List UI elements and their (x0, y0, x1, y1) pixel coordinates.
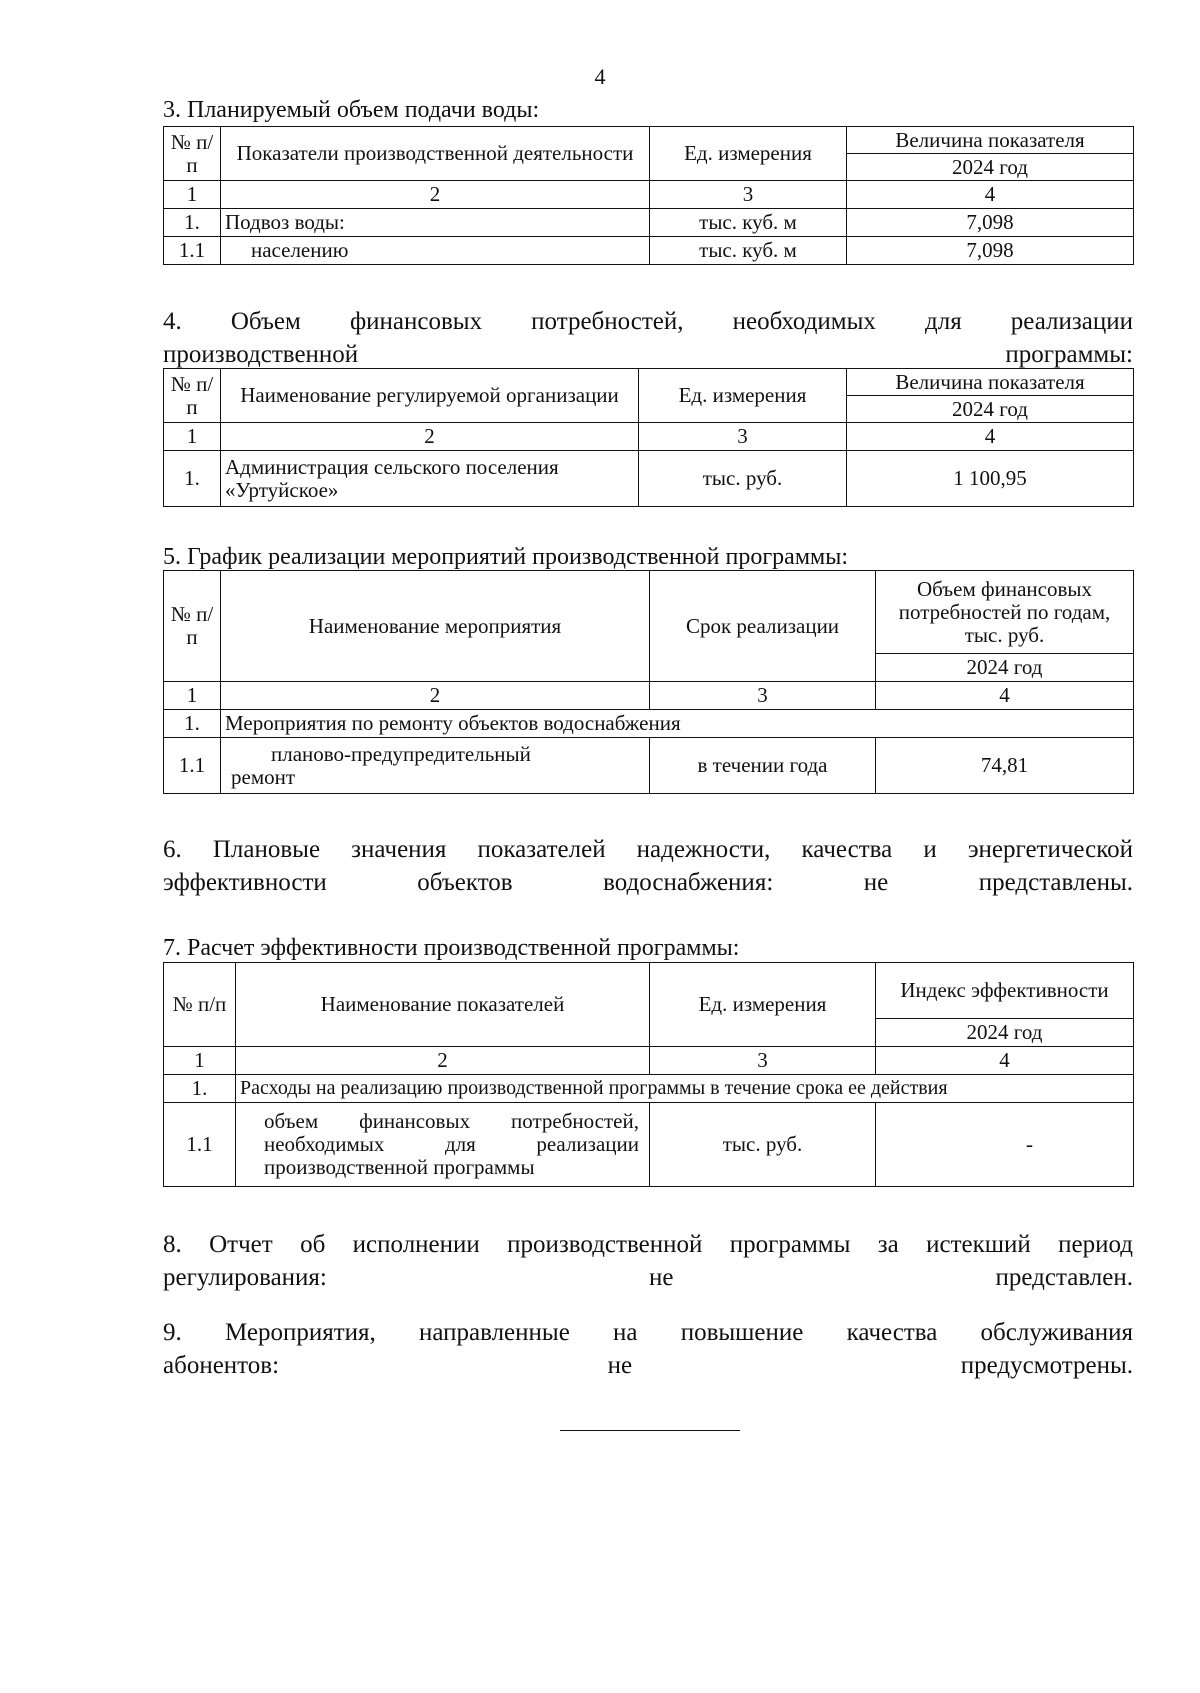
row-name: Расходы на реализацию производственной программы в течение срока ее действия (236, 1075, 1134, 1103)
index-cell: 2 (236, 1047, 650, 1075)
row-value: 7,098 (847, 209, 1134, 237)
table-row (164, 209, 1134, 237)
index-cell: 3 (650, 181, 847, 209)
row-num: 1. (164, 710, 221, 738)
index-cell: 2 (221, 181, 650, 209)
table-row (164, 237, 1134, 265)
section4-title-line2: производственной программы: (163, 341, 1133, 368)
section6-line1: 6. Плановые значения показателей надежности, качества и энергетической (163, 836, 1133, 863)
section7-title: 7. Расчет эффективности производственной программы: (163, 935, 740, 961)
row-num: 1. (164, 451, 221, 507)
row-num: 1. (164, 1075, 236, 1103)
section6-line2: эффективности объектов водоснабжения: не представлены. (163, 869, 1133, 896)
section9-line2: абонентов: не предусмотрены. (163, 1352, 1133, 1379)
index-cell: 3 (639, 423, 847, 451)
header-num: № п/п (164, 127, 221, 181)
row-name: Администрация сельского поселения «Уртуйское» (221, 451, 639, 507)
section8-line1: 8. Отчет об исполнении производственной программы за истекший период (163, 1231, 1133, 1258)
header-value: Величина показателя (847, 127, 1134, 154)
row-num: 1. (164, 209, 221, 237)
row-name (236, 1103, 650, 1187)
row-unit: тыс. руб. (650, 1103, 876, 1187)
row-value: - (876, 1103, 1134, 1187)
header-num: № п/п (164, 571, 221, 682)
header-year: 2024 год (876, 654, 1134, 682)
row-unit: тыс. куб. м (650, 237, 847, 265)
header-name: Наименование показателей (236, 963, 650, 1047)
header-unit: Ед. измерения (639, 369, 847, 423)
index-cell: 4 (847, 423, 1134, 451)
section3-table (163, 126, 1134, 265)
index-cell: 4 (876, 1047, 1134, 1075)
row-num: 1.1 (164, 237, 221, 265)
index-cell: 2 (221, 423, 639, 451)
index-cell: 1 (164, 682, 221, 710)
header-name: Наименование мероприятия (221, 571, 650, 682)
header-num: № п/п (164, 369, 221, 423)
index-cell: 3 (650, 1047, 876, 1075)
row-name-line2: необходимых для реализации (264, 1132, 639, 1156)
header-unit: Ед. измерения (650, 963, 876, 1047)
header-unit: Ед. измерения (650, 127, 847, 181)
header-value: Величина показателя (847, 369, 1134, 396)
row-name-line3: производственной программы (264, 1155, 535, 1179)
index-cell: 1 (164, 423, 221, 451)
index-cell: 4 (847, 181, 1134, 209)
row-name: Мероприятия по ремонту объектов водоснабжения (221, 710, 1134, 738)
row-value: 7,098 (847, 237, 1134, 265)
index-cell: 2 (221, 682, 650, 710)
header-name: Показатели производственной деятельности (221, 127, 650, 181)
section7-table (163, 962, 1134, 1187)
table-row (164, 1075, 1134, 1103)
section4-title (163, 305, 1133, 371)
row-num: 1.1 (164, 1103, 236, 1187)
index-cell: 4 (876, 682, 1134, 710)
page-number: 4 (594, 64, 606, 89)
section4-table (163, 368, 1134, 507)
section8-line2: регулирования: не представлен. (163, 1264, 1133, 1291)
table-row (164, 451, 1134, 507)
section6-text (163, 833, 1133, 899)
header-value: Индекс эффективности (876, 963, 1134, 1019)
row-value: 74,81 (876, 738, 1134, 794)
row-name: планово-предупредительный ремонт (221, 738, 650, 794)
header-num: № п/п (164, 963, 236, 1047)
section8-text (163, 1228, 1133, 1294)
header-value: Объем финансовых потребностей по годам, тыс. руб. (876, 571, 1134, 654)
section4-title-line1: 4. Объем финансовых потребностей, необходимых для реализации (163, 308, 1133, 335)
row-name: населению (221, 237, 650, 265)
row-unit: тыс. куб. м (650, 209, 847, 237)
index-cell: 1 (164, 1047, 236, 1075)
table-row (164, 738, 1134, 794)
section3-title: 3. Планируемый объем подачи воды: (163, 97, 540, 123)
header-year: 2024 год (847, 154, 1134, 181)
closing-rule (560, 1430, 740, 1431)
row-value: 1 100,95 (847, 451, 1134, 507)
table-row (164, 1103, 1134, 1187)
section9-text (163, 1316, 1133, 1382)
header-year: 2024 год (876, 1019, 1134, 1047)
row-name: Подвоз воды: (221, 209, 650, 237)
section5-table (163, 570, 1134, 794)
index-cell: 3 (650, 682, 876, 710)
table-row (164, 710, 1134, 738)
header-year: 2024 год (847, 396, 1134, 423)
row-unit: тыс. руб. (639, 451, 847, 507)
row-name-line1: объем финансовых потребностей, (264, 1109, 639, 1133)
section9-line1: 9. Мероприятия, направленные на повышение качества обслуживания (163, 1319, 1133, 1346)
section5-title: 5. График реализации мероприятий производственной программы: (163, 544, 848, 570)
row-term: в течении года (650, 738, 876, 794)
index-cell: 1 (164, 181, 221, 209)
header-term: Срок реализации (650, 571, 876, 682)
row-num: 1.1 (164, 738, 221, 794)
header-name: Наименование регулируемой организации (221, 369, 639, 423)
